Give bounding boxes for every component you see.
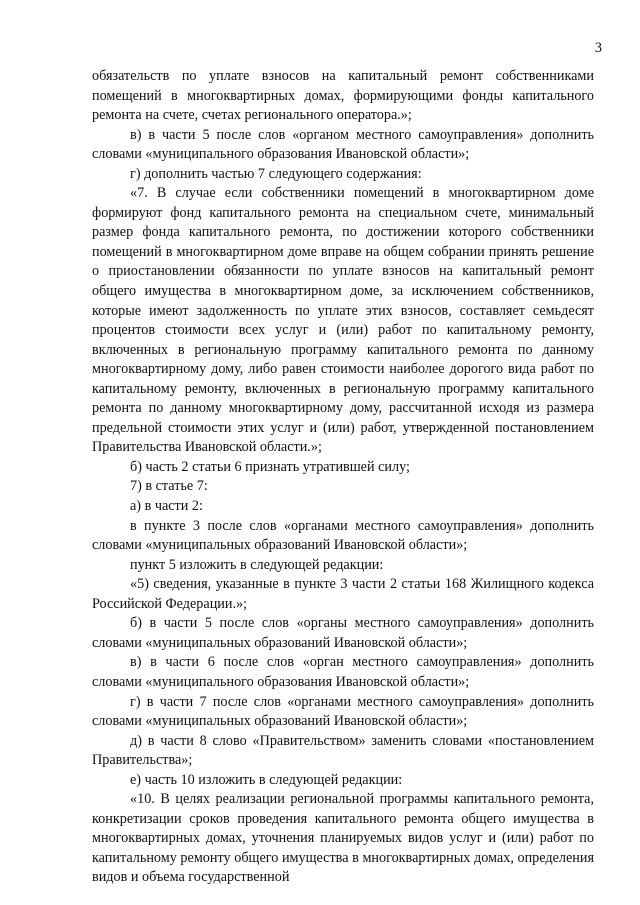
paragraph-item-7-article-7: 7) в статье 7:: [130, 478, 208, 495]
document-body: [92, 67, 594, 888]
paragraph-item-g-part-7-organs: г) в части 7 после слов «органами местного самоуправления» дополнить словами «муниципальных образований Ивановской области»;: [92, 693, 594, 730]
paragraph-item-g-part-7: г) дополнить частью 7 следующего содержания:: [130, 165, 422, 182]
paragraph-item-b-part-5: б) в части 5 после слов «органы местного самоуправления» дополнить словами «муниципальных образований Ивановской области»;: [92, 615, 594, 651]
paragraph-continuation: обязательств по уплате взносов на капитальный ремонт собственниками помещений в многоквартирных домах, формирующими фонды капитального ремонта на счете, счетах регионального оператора.»;: [92, 68, 594, 124]
paragraph-point-5: пункт 5 изложить в следующей редакции:: [130, 556, 384, 573]
paragraph-quoted-part-10: «10. В целях реализации региональной программы капитального ремонта, конкретизации сроков проведения капитального ремонта общего имущества в многоквартирных домах, уточнения планируемых видов услуг и (или) работ по капитальному ремонту общего имущества в многоквартирных домах, определения видов и объема государственной: [92, 791, 594, 886]
paragraph-point-3: в пункте 3 после слов «органами местного самоуправления» дополнить словами «муниципальных образований Ивановской области»;: [92, 517, 594, 554]
paragraph-quoted-part-7: «7. В случае если собственники помещений в многоквартирном доме формируют фонд капитального ремонта на специальном счете, минимальный размер фонда капитального ремонта, по достижении которого собственники помещений в многоквартирном доме вправе на общем собрании принять решение о приостановлении обязанности по уплате взносов на капитальный ремонт общего имущества в многоквартирном доме, за исключением собственников, которые имеют задолженность по уплате этих взносов, составляет семьдесят процентов стоимости всех услуг и (или) работ по капитальному ремонту, включенных в региональную программу капитального ремонта по данному многоквартирному дому, либо равен стоимости наиболее дорогого вида работ по капитальному ремонту, включенных в региональную программу капитального ремонта по данному многоквартирному дому, рассчитанной исходя из размера предельной стоимости этих услуг и (или) работ, утвержденной постановлением Правительства Ивановской области.»;: [92, 185, 594, 456]
page-number: 3: [594, 40, 602, 56]
paragraph-item-e-part-10: е) часть 10 изложить в следующей редакции:: [130, 771, 403, 788]
paragraph-item-v-part-5: в) в части 5 после слов «органом местного самоуправления» дополнить словами «муниципального образования Ивановской области»;: [92, 126, 594, 163]
paragraph-item-d-part-8: д) в части 8 слово «Правительством» заменить словами «постановлением Правительства»;: [92, 732, 594, 769]
paragraph-item-a-part-2: а) в части 2:: [130, 498, 203, 515]
paragraph-item-6-article-6: б) часть 2 статьи 6 признать утратившей силу;: [130, 458, 410, 475]
paragraph-quoted-point-5: «5) сведения, указанные в пункте 3 части 2 статьи 168 Жилищного кодекса Российской Федерации.»;: [92, 576, 594, 612]
paragraph-item-v-part-6: в) в части 6 после слов «орган местного самоуправления» дополнить словами «муниципального образования Ивановской области»;: [92, 654, 594, 690]
